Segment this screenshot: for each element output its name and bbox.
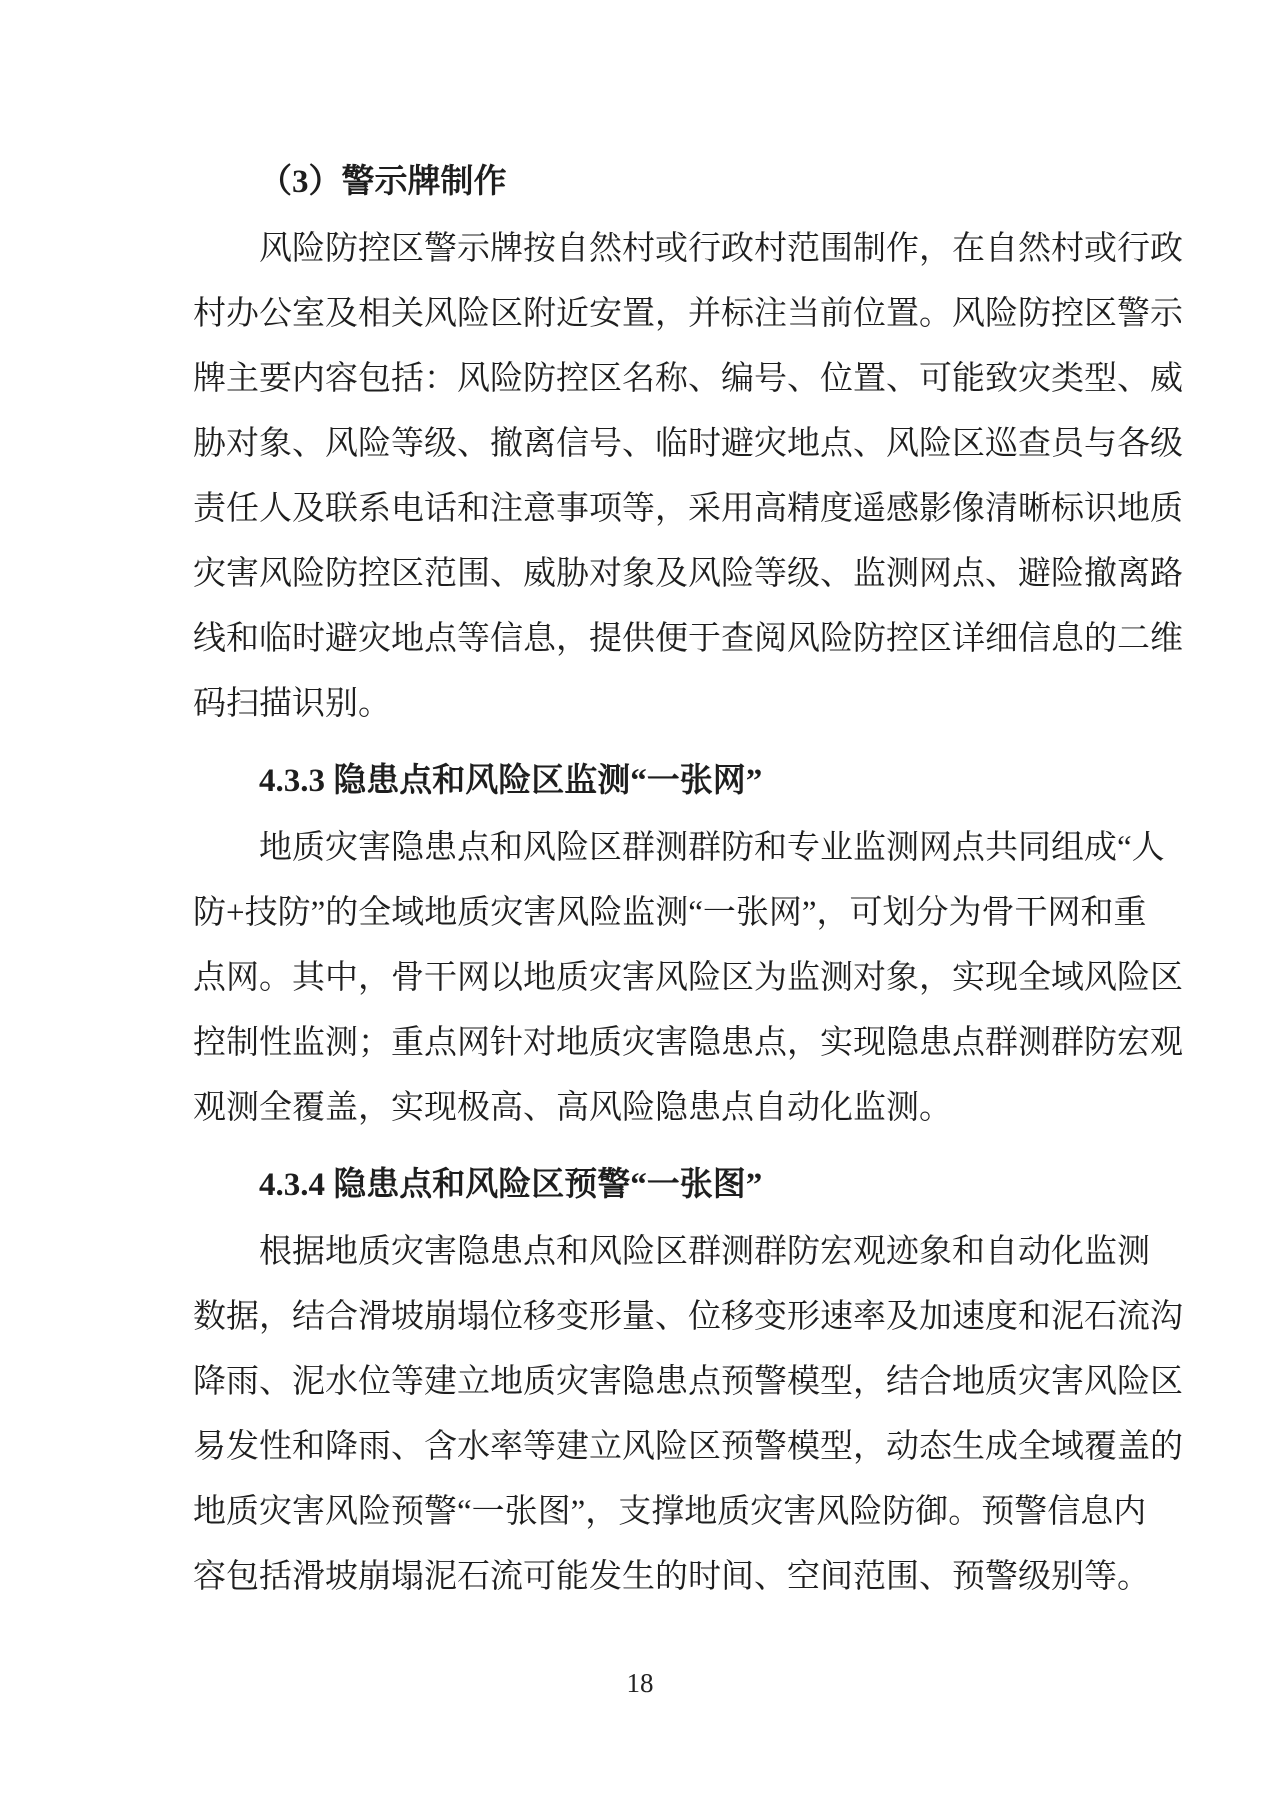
subsection-heading-3: （3）警示牌制作 (259, 164, 507, 200)
paragraph-line: 观测全覆盖，实现极高、高风险隐患点自动化监测。 (193, 1090, 952, 1126)
paragraph-line: 数据，结合滑坡崩塌位移变形量、位移变形速率及加速度和泥石流沟 (193, 1299, 1183, 1335)
section-heading-4-3-4: 4.3.4 隐患点和风险区预警“一张图” (259, 1167, 763, 1203)
paragraph-line: 码扫描识别。 (193, 686, 391, 722)
paragraph-line: 根据地质灾害隐患点和风险区群测群防宏观迹象和自动化监测 (259, 1234, 1150, 1270)
paragraph-line: 村办公室及相关风险区附近安置，并标注当前位置。风险防控区警示 (193, 296, 1183, 332)
paragraph-line: 降雨、泥水位等建立地质灾害隐患点预警模型，结合地质灾害风险区 (193, 1364, 1183, 1400)
paragraph-line: 牌主要内容包括：风险防控区名称、编号、位置、可能致灾类型、威 (193, 361, 1183, 397)
paragraph-line: 地质灾害风险预警“一张图”，支撑地质灾害风险防御。预警信息内 (193, 1494, 1147, 1530)
paragraph-line: 控制性监测；重点网针对地质灾害隐患点，实现隐患点群测群防宏观 (193, 1025, 1183, 1061)
paragraph-line: 易发性和降雨、含水率等建立风险区预警模型，动态生成全域覆盖的 (193, 1429, 1183, 1465)
paragraph-line: 防+技防”的全域地质灾害风险监测“一张网”，可划分为骨干网和重 (193, 895, 1147, 931)
page-content (193, 150, 1183, 1610)
paragraph-line: 灾害风险防控区范围、威胁对象及风险等级、监测网点、避险撤离路 (193, 556, 1183, 592)
paragraph-line: 风险防控区警示牌按自然村或行政村范围制作，在自然村或行政 (259, 231, 1183, 267)
paragraph-line: 责任人及联系电话和注意事项等，采用高精度遥感影像清晰标识地质 (193, 491, 1183, 527)
section-heading-4-3-3: 4.3.3 隐患点和风险区监测“一张网” (259, 763, 763, 799)
page-number: 18 (626, 1668, 654, 1698)
paragraph-line: 线和临时避灾地点等信息，提供便于查阅风险防控区详细信息的二维 (193, 621, 1183, 657)
paragraph-line: 胁对象、风险等级、撤离信号、临时避灾地点、风险区巡查员与各级 (193, 426, 1183, 462)
paragraph-line: 地质灾害隐患点和风险区群测群防和专业监测网点共同组成“人 (259, 830, 1165, 866)
paragraph-line: 点网。其中，骨干网以地质灾害风险区为监测对象，实现全域风险区 (193, 960, 1183, 996)
paragraph-line: 容包括滑坡崩塌泥石流可能发生的时间、空间范围、预警级别等。 (193, 1559, 1150, 1595)
